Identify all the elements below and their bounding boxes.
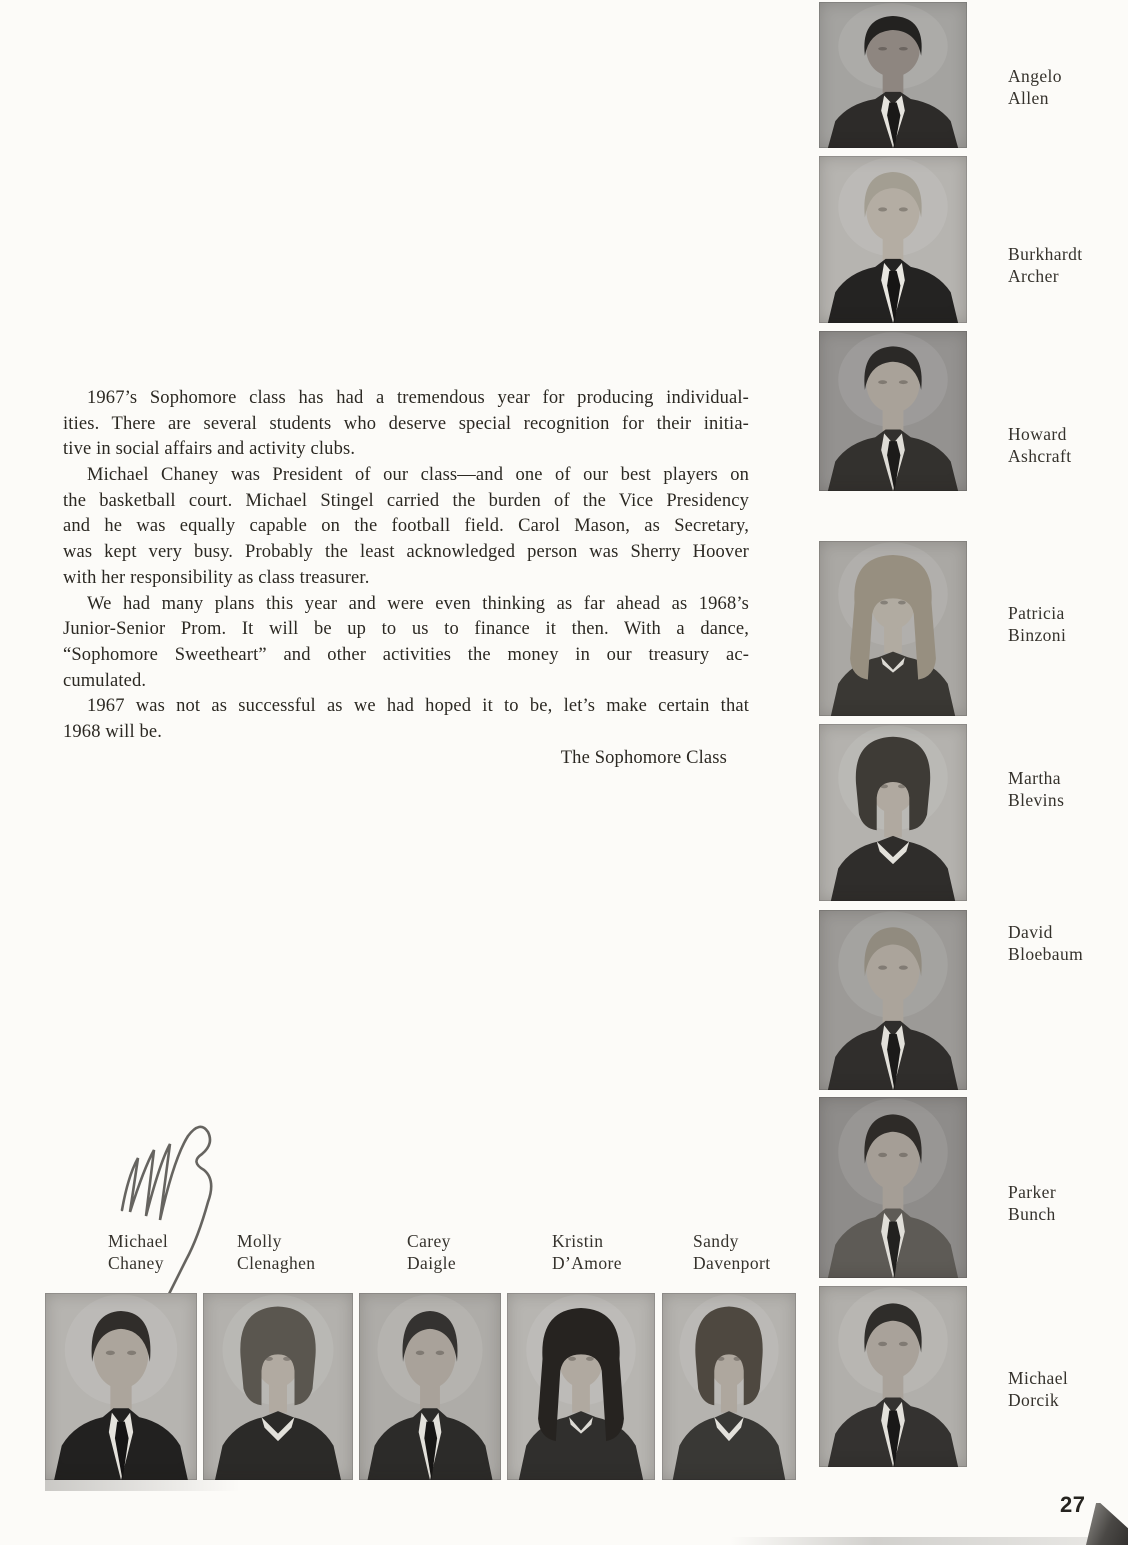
page-number: 27 bbox=[1060, 1492, 1086, 1517]
text-line: 1967 was not as successful as we had hoped it to be, let’s make certain that bbox=[87, 696, 749, 717]
portrait-name-carey-daigle bbox=[407, 1230, 456, 1274]
first-name: Burkhardt bbox=[1008, 244, 1083, 264]
first-name: Patricia bbox=[1008, 603, 1065, 623]
portrait-name-sandy-davenport bbox=[693, 1230, 770, 1274]
last-name: Ashcraft bbox=[1008, 446, 1072, 466]
portrait-name-angelo-allen bbox=[1008, 65, 1062, 109]
last-name: Blevins bbox=[1008, 790, 1065, 810]
last-name: Dorcik bbox=[1008, 1390, 1059, 1410]
handwritten-scribble bbox=[108, 1098, 248, 1313]
text-line: was kept very busy. Probably the least acknowledged person was Sherry Hoover bbox=[63, 542, 749, 563]
first-name: David bbox=[1008, 922, 1053, 942]
portrait-photo-sandy-davenport bbox=[662, 1293, 796, 1480]
text-line: ities. There are several students who deserve special recognition for their initia- bbox=[63, 413, 749, 434]
portrait-photo-angelo-allen bbox=[819, 2, 967, 148]
portrait-photo-michael-chaney bbox=[45, 1293, 197, 1480]
text-line: cumulated. bbox=[63, 670, 147, 691]
first-name: Michael bbox=[1008, 1368, 1069, 1388]
text-line: 1967’s Sophomore class has had a tremendous year for producing individual- bbox=[87, 388, 749, 408]
first-name: Angelo bbox=[1008, 66, 1062, 86]
portrait-name-howard-ashcraft bbox=[1008, 423, 1071, 467]
portrait-name-martha-blevins bbox=[1008, 767, 1064, 811]
last-name: Chaney bbox=[108, 1253, 164, 1273]
portrait-photo-michael-dorcik bbox=[819, 1286, 967, 1467]
last-name: Bloebaum bbox=[1008, 944, 1084, 964]
portrait-photo-kristin-damore bbox=[507, 1293, 655, 1480]
portrait-photo-carey-daigle bbox=[359, 1293, 501, 1480]
text-line: and he was equally capable on the football field. Carol Mason, as Secretary, bbox=[63, 516, 749, 537]
last-name: Clenaghen bbox=[237, 1253, 316, 1273]
text-line: tive in social affairs and activity clubs. bbox=[63, 439, 356, 460]
text-line: the basketball court. Michael Stingel carried the burden of the Vice Presidency bbox=[63, 490, 749, 511]
last-name: Daigle bbox=[407, 1253, 457, 1273]
first-name: Carey bbox=[407, 1231, 451, 1251]
first-name: Parker bbox=[1008, 1182, 1057, 1202]
portrait-photo-burkhardt-archer bbox=[819, 156, 967, 323]
portrait-name-patricia-binzoni bbox=[1008, 602, 1066, 646]
class-summary-text bbox=[63, 386, 749, 771]
last-name: Davenport bbox=[693, 1253, 771, 1273]
text-line: “Sophomore Sweetheart” and other activities the money in our treasury ac- bbox=[63, 644, 749, 665]
portrait-photo-molly-clenaghen bbox=[203, 1293, 353, 1480]
first-name: Kristin bbox=[552, 1231, 604, 1251]
portrait-name-michael-dorcik bbox=[1008, 1367, 1068, 1411]
last-name: D’Amore bbox=[552, 1253, 622, 1273]
scan-smudge bbox=[45, 1480, 240, 1491]
byline: The Sophomore Class bbox=[560, 747, 727, 768]
portrait-name-parker-bunch bbox=[1008, 1181, 1056, 1225]
portrait-photo-martha-blevins bbox=[819, 724, 967, 901]
last-name: Binzoni bbox=[1008, 625, 1067, 645]
text-line: 1968 will be. bbox=[63, 721, 163, 742]
portrait-photo-david-bloebaum bbox=[819, 910, 967, 1090]
last-name: Bunch bbox=[1008, 1204, 1056, 1224]
first-name: Howard bbox=[1008, 424, 1067, 444]
portrait-name-david-bloebaum bbox=[1008, 921, 1083, 965]
text-line: We had many plans this year and were even thinking as far ahead as 1968’s bbox=[87, 593, 749, 614]
portrait-name-michael-chaney bbox=[108, 1230, 168, 1274]
portrait-name-burkhardt-archer bbox=[1008, 243, 1083, 287]
page-edge-shadow bbox=[730, 1537, 1090, 1545]
portrait-name-molly-clenaghen bbox=[237, 1230, 315, 1274]
portrait-photo-patricia-binzoni bbox=[819, 541, 967, 716]
portrait-photo-parker-bunch bbox=[819, 1097, 967, 1278]
first-name: Michael bbox=[108, 1231, 169, 1251]
last-name: Archer bbox=[1008, 266, 1059, 286]
text-line: Junior-Senior Prom. It will be up to us to finance it then. With a dance, bbox=[63, 619, 749, 640]
text-line: Michael Chaney was President of our class—and one of our best players on bbox=[87, 465, 749, 486]
last-name: Allen bbox=[1008, 88, 1049, 108]
portrait-photo-howard-ashcraft bbox=[819, 331, 967, 491]
text-line: with her responsibility as class treasurer. bbox=[63, 567, 370, 588]
first-name: Sandy bbox=[693, 1231, 739, 1251]
first-name: Molly bbox=[237, 1231, 282, 1251]
first-name: Martha bbox=[1008, 768, 1061, 788]
portrait-name-kristin-damore bbox=[552, 1230, 622, 1274]
